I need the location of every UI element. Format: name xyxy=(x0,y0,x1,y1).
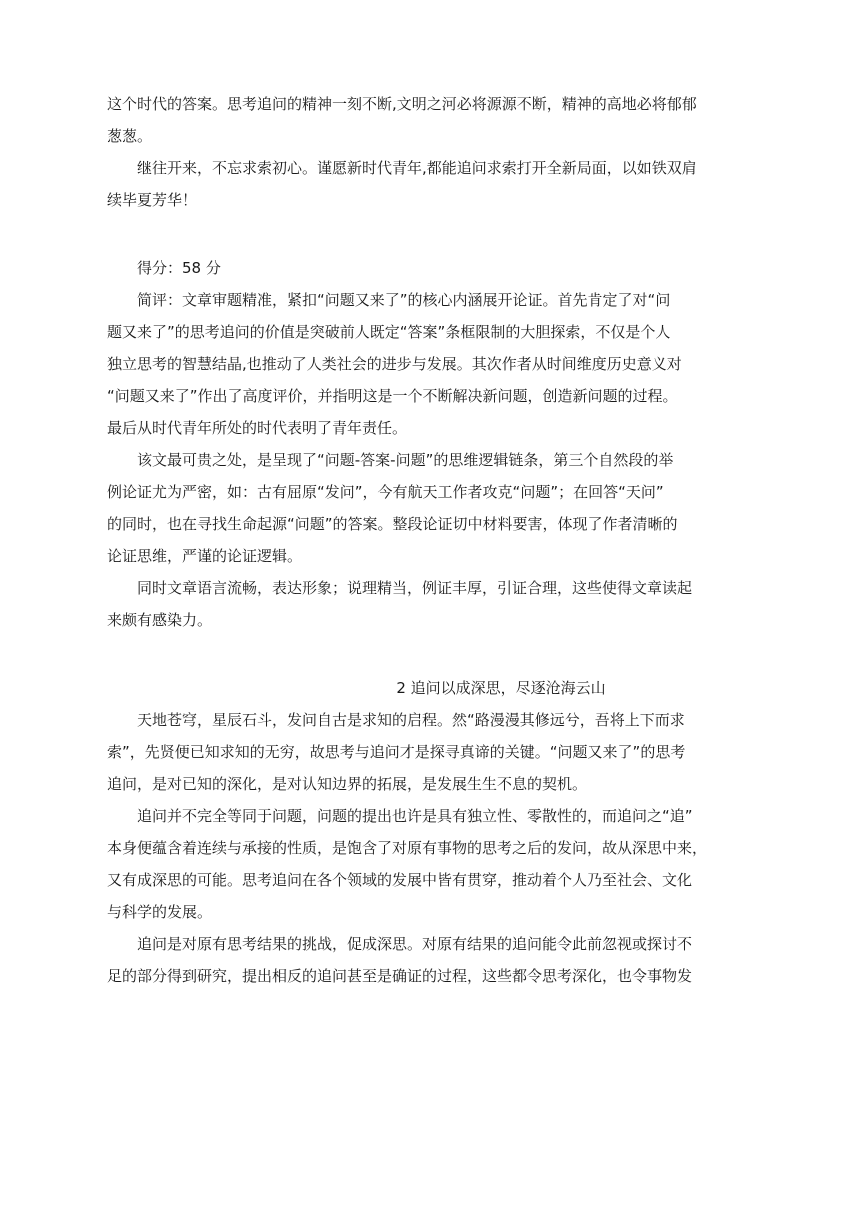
essay-paragraph-3 xyxy=(107,928,755,992)
blank-line xyxy=(107,216,755,252)
text-line: 例论证尤为严密，如：古有屈原“发问”，今有航天工作者攻克“问题”；在回答“天问” xyxy=(107,483,664,501)
text-line: 追问是对原有思考结果的挑战，促成深思。对原有结果的追问能令此前忽视或探讨不 xyxy=(137,935,693,953)
text-line: 这个时代的答案。思考追问的精神一刻不断,文明之河必将源源不断，精神的高地必将郁郁 xyxy=(107,95,697,113)
text-line: 本身便蕴含着连续与承接的性质，是饱含了对原有事物的思考之后的发问，故从深思中来， xyxy=(107,839,708,857)
text-line: 追问并不完全等同于问题，问题的提出也许是具有独立性、零散性的，而追问之“追” xyxy=(137,807,693,825)
text-line: 简评：文章审题精准，紧扣“问题又来了”的核心内涵展开论证。首先肯定了对“问 xyxy=(137,291,671,309)
text-line: 独立思考的智慧结晶,也推动了人类社会的进步与发展。其次作者从时间维度历史意义对 xyxy=(107,355,682,373)
text-line: 同时文章语言流畅，表达形象；说理精当，例证丰厚，引证合理，这些使得文章读起 xyxy=(137,579,693,597)
text-line: 题又来了”的思考追问的价值是突破前人既定“答案”条框限制的大胆探索，不仅是个人 xyxy=(107,323,671,341)
document-page xyxy=(107,88,755,992)
text-line: 该文最可贵之处，是呈现了“问题-答案-问题”的思维逻辑链条，第三个自然段的举 xyxy=(137,451,674,469)
text-line: 索”，先贤便已知求知的无穷，故思考与追问才是探寻真谛的关键。“问题又来了”的思考 xyxy=(107,743,686,761)
comment-paragraph-2 xyxy=(107,444,755,572)
text-line: 续毕夏芳华！ xyxy=(107,191,198,209)
essay-title: 2 追问以成深思，尽逐沧海云山 xyxy=(396,679,606,697)
text-line: “问题又来了”作出了高度评价，并指明这是一个不断解决新问题，创造新问题的过程。 xyxy=(107,387,678,405)
text-line: 天地苍穹，星辰石斗，发问自古是求知的启程。然“路漫漫其修远兮，吾将上下而求 xyxy=(137,711,685,729)
score-line: 得分：58 分 xyxy=(137,259,221,277)
text-line: 最后从时代青年所处的时代表明了青年责任。 xyxy=(107,419,408,437)
comment-paragraph-3 xyxy=(107,572,755,636)
text-line: 葱葱。 xyxy=(107,127,153,145)
text-line: 论证思维，严谨的论证逻辑。 xyxy=(107,547,303,565)
blank-line xyxy=(107,636,755,672)
text-line: 继往开来，不忘求索初心。谨愿新时代青年,都能追问求索打开全新局面，以如铁双肩 xyxy=(137,159,697,177)
text-line: 的同时，也在寻找生命起源“问题”的答案。整段论证切中材料要害，体现了作者清晰的 xyxy=(107,515,678,533)
paragraph-conclusion xyxy=(107,88,755,152)
comment-paragraph-1 xyxy=(107,284,755,444)
paragraph-closing xyxy=(107,152,755,216)
text-line: 与科学的发展。 xyxy=(107,903,213,921)
text-line: 又有成深思的可能。思考追问在各个领域的发展中皆有贯穿，推动着个人乃至社会、文化 xyxy=(107,871,693,889)
essay-paragraph-2 xyxy=(107,800,755,928)
essay-paragraph-1 xyxy=(107,704,755,800)
text-line: 来颇有感染力。 xyxy=(107,611,213,629)
text-line: 足的部分得到研究，提出相反的追问甚至是确证的过程，这些都令思考深化，也令事物发 xyxy=(107,967,693,985)
text-line: 追问，是对已知的深化，是对认知边界的拓展，是发展生生不息的契机。 xyxy=(107,775,588,793)
